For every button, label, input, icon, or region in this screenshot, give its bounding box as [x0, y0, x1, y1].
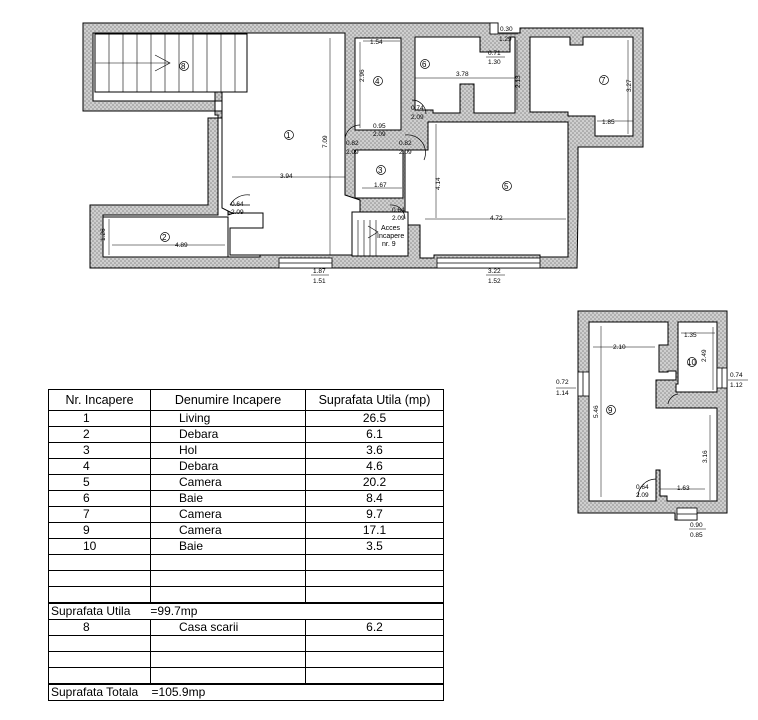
dim-label: 1.87	[313, 268, 326, 275]
dim-label: 2.09	[231, 209, 244, 216]
table-row	[49, 507, 444, 523]
dim-label: 4.14	[435, 177, 442, 190]
table-row	[49, 523, 444, 539]
cell-area: 3.6	[306, 443, 444, 459]
empty-row	[49, 652, 444, 668]
dim-label: 0.82	[399, 140, 412, 147]
room-label-3: 3	[378, 166, 383, 175]
dim-label: 1.51	[313, 278, 326, 285]
suprafata-utila-value: =99.7mp	[150, 604, 198, 618]
col-header-name: Denumire Incapere	[151, 390, 306, 411]
area-table	[48, 389, 444, 701]
room-label-10: 10	[687, 358, 696, 367]
dim-label: 2.09	[399, 149, 412, 156]
dim-label: 4.72	[490, 215, 503, 222]
room-label-7: 7	[601, 76, 606, 85]
cell-name: Living	[151, 411, 306, 427]
room-label-6: 6	[422, 60, 427, 69]
room-label-4: 4	[375, 77, 380, 86]
room-label-1: 1	[286, 131, 291, 140]
suprafata-totala-label: Suprafata Totala	[51, 685, 139, 699]
cell-area: 6.2	[306, 620, 444, 636]
dim-label: 5.46	[593, 405, 600, 418]
cell-area: 26.5	[306, 411, 444, 427]
room-label-8: 8	[181, 62, 186, 71]
room-5-camera	[405, 122, 568, 258]
dim-label: 3.22	[488, 268, 501, 275]
cell-name: Camera	[151, 507, 306, 523]
dim-label: 1.14	[556, 390, 569, 397]
dim-label: 2.13	[515, 75, 522, 88]
dim-label: 0.85	[690, 532, 703, 539]
table-row	[49, 539, 444, 555]
table-row	[49, 443, 444, 459]
dim-label: 2.09	[636, 492, 649, 499]
dim-label: 1.30	[488, 59, 501, 66]
suprafata-utila-row	[49, 603, 444, 620]
empty-row	[49, 571, 444, 587]
cell-nr: 7	[49, 507, 151, 523]
cell-name: Casa scarii	[151, 620, 306, 636]
dim-label: 2.49	[701, 349, 708, 362]
cell-nr: 10	[49, 539, 151, 555]
cell-name: Debara	[151, 459, 306, 475]
col-header-nr: Nr. Incapere	[49, 390, 151, 411]
access-label: Incapere	[377, 233, 405, 240]
dim-label: 0.74	[730, 372, 743, 379]
dim-label: 0.64	[392, 207, 405, 214]
dim-label: 0.82	[346, 140, 359, 147]
dim-label: 2.09	[411, 114, 424, 121]
dim-label: 7.09	[322, 135, 329, 148]
cell-nr: 2	[49, 427, 151, 443]
room-label-9: 9	[608, 406, 613, 415]
dim-label: 0.90	[690, 522, 703, 529]
dim-label: 0.64	[231, 201, 244, 208]
empty-row	[49, 587, 444, 604]
dim-label: 3.78	[456, 71, 469, 78]
col-header-area: Suprafata Utila (mp)	[306, 390, 444, 411]
suprafata-utila-label: Suprafata Utila	[51, 604, 131, 618]
suprafata-totala-row	[49, 684, 444, 701]
cell-nr: 9	[49, 523, 151, 539]
dim-label: 1.54	[370, 39, 383, 46]
dim-label: 2.10	[613, 344, 626, 351]
table-row	[49, 411, 444, 427]
dim-label: 0.95	[373, 123, 386, 130]
cell-area: 20.2	[306, 475, 444, 491]
cell-area: 3.5	[306, 539, 444, 555]
room-label-5: 5	[504, 182, 509, 191]
dim-label: 3.16	[702, 450, 709, 463]
cell-area: 9.7	[306, 507, 444, 523]
ground-floor-plan	[83, 23, 643, 275]
cell-nr: 6	[49, 491, 151, 507]
cell-area: 6.1	[306, 427, 444, 443]
empty-row	[49, 555, 444, 571]
empty-row	[49, 668, 444, 685]
table-row	[49, 620, 444, 636]
cell-name: Baie	[151, 539, 306, 555]
dim-label: 3.27	[626, 79, 633, 92]
access-label: Acces	[381, 225, 401, 232]
cell-area: 17.1	[306, 523, 444, 539]
dim-label: 2.09	[373, 131, 386, 138]
cell-name: Camera	[151, 475, 306, 491]
cell-nr: 1	[49, 411, 151, 427]
room-label-2: 2	[162, 233, 167, 242]
cell-nr: 5	[49, 475, 151, 491]
cell-nr: 8	[49, 620, 151, 636]
dim-label: 1.26	[100, 228, 107, 241]
empty-row	[49, 636, 444, 652]
dim-label: 0.72	[556, 379, 569, 386]
dim-label: 3.94	[280, 173, 293, 180]
dim-label: 1.29	[499, 36, 512, 43]
dim-label: 4.89	[175, 242, 188, 249]
access-label: nr. 9	[382, 241, 396, 248]
suprafata-totala-value: =105.9mp	[151, 685, 206, 699]
cell-name: Camera	[151, 523, 306, 539]
dim-label: 1.67	[374, 182, 387, 189]
upper-floor-plan	[556, 311, 748, 529]
table-row	[49, 427, 444, 443]
table-row	[49, 475, 444, 491]
dim-label: 2.09	[346, 149, 359, 156]
dim-label: 1.12	[730, 382, 743, 389]
dim-label: 0.74	[411, 105, 424, 112]
cell-nr: 4	[49, 459, 151, 475]
cell-name: Debara	[151, 427, 306, 443]
dim-label: 1.63	[677, 485, 690, 492]
dim-label: 0.71	[488, 50, 501, 57]
dim-label: 0.30	[500, 26, 513, 33]
cell-nr: 3	[49, 443, 151, 459]
cell-name: Hol	[151, 443, 306, 459]
dim-label: 2.96	[359, 69, 366, 82]
table-row	[49, 491, 444, 507]
dim-label: 1.35	[684, 332, 697, 339]
dim-label: 1.52	[488, 278, 501, 285]
cell-area: 4.6	[306, 459, 444, 475]
table-row	[49, 459, 444, 475]
dim-label: 0.64	[636, 484, 649, 491]
cell-name: Baie	[151, 491, 306, 507]
dim-label: 2.09	[392, 215, 405, 222]
cell-area: 8.4	[306, 491, 444, 507]
dim-label: 1.85	[602, 119, 615, 126]
